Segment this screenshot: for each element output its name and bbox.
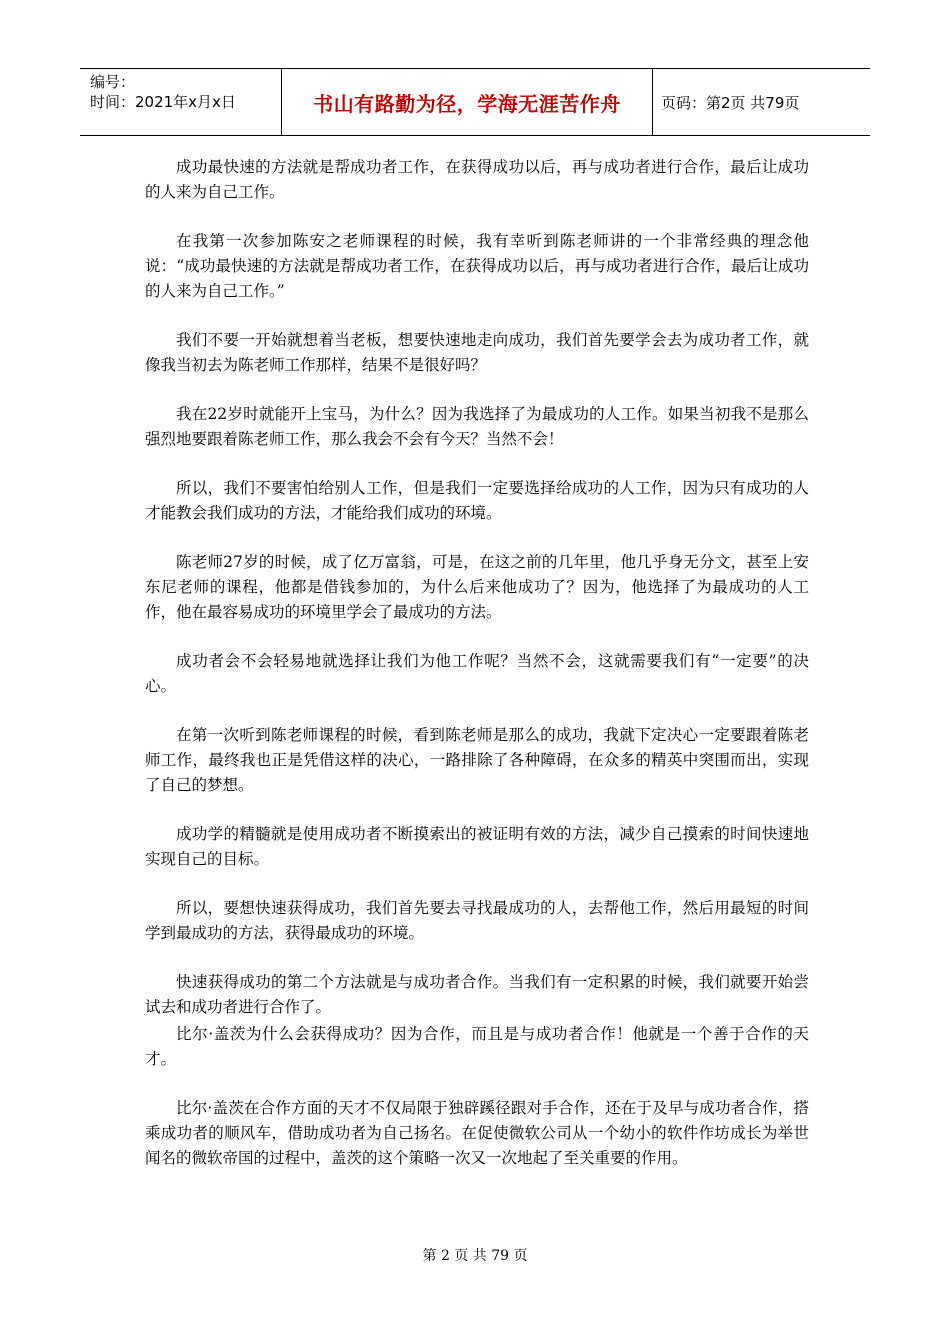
page-header xyxy=(80,68,870,136)
header-page-info: 页码：第2页 共79页 xyxy=(661,93,800,112)
paragraph: 成功者会不会轻易地就选择让我们为他工作呢？当然不会，这就需要我们有“一定要”的决心。 xyxy=(145,652,809,695)
paragraph: 在我第一次参加陈安之老师课程的时候，我有幸听到陈老师讲的一个非常经典的理念他说：“成功最快速的方法就是帮成功者工作，在获得成功以后，再与成功者进行合作，最后让成功的人来为自己工作。” xyxy=(145,232,809,300)
paragraph: 我在22岁时就能开上宝马，为什么？因为我选择了为最成功的人工作。如果当初我不是那么强烈地要跟着陈老师工作，那么我会不会有今天？当然不会！ xyxy=(145,405,809,448)
page-footer: 第 2 页 共 79 页 xyxy=(422,1248,528,1264)
header-motto: 书山有路勤为径，学海无涯苦作舟 xyxy=(282,69,653,135)
paragraph: 我们不要一开始就想着当老板，想要快速地走向成功，我们首先要学会去为成功者工作，就像我当初去为陈老师工作那样，结果不是很好吗？ xyxy=(145,331,809,374)
number-label: 编号： xyxy=(90,73,136,91)
header-meta xyxy=(80,69,282,135)
paragraph: 在第一次听到陈老师课程的时候，看到陈老师是那么的成功，我就下定决心一定要跟着陈老师工作，最终我也正是凭借这样的决心，一路排除了各种障碍，在众多的精英中突围而出，实现了自己的梦想。 xyxy=(145,726,809,794)
paragraph: 快速获得成功的第二个方法就是与成功者合作。当我们有一定积累的时候，我们就要开始尝试去和成功者进行合作了。 xyxy=(145,973,809,1016)
document-body xyxy=(145,155,809,1195)
paragraph: 成功学的精髓就是使用成功者不断摸索出的被证明有效的方法，减少自己摸索的时间快速地实现自己的目标。 xyxy=(145,825,809,868)
time-label: 时间：2021年x月x日 xyxy=(90,93,236,111)
paragraph: 比尔·盖茨在合作方面的天才不仅局限于独辟蹊径跟对手合作，还在于及早与成功者合作，搭乘成功者的顺风车，借助成功者为自己扬名。在促使微软公司从一个幼小的软件作坊成长为举世闻名的微软帝国的过程中，盖茨的这个策略一次又一次地起了至关重要的作用。 xyxy=(145,1099,809,1167)
paragraph: 比尔·盖茨为什么会获得成功？因为合作，而且是与成功者合作！他就是一个善于合作的天才。 xyxy=(145,1025,809,1068)
paragraph: 成功最快速的方法就是帮成功者工作，在获得成功以后，再与成功者进行合作，最后让成功的人来为自己工作。 xyxy=(145,158,809,201)
paragraph: 所以，我们不要害怕给别人工作，但是我们一定要选择给成功的人工作，因为只有成功的人才能教会我们成功的方法，才能给我们成功的环境。 xyxy=(145,479,809,522)
paragraph: 所以，要想快速获得成功，我们首先要去寻找最成功的人，去帮他工作，然后用最短的时间学到最成功的方法，获得最成功的环境。 xyxy=(145,899,809,942)
paragraph: 陈老师27岁的时候，成了亿万富翁，可是，在这之前的几年里，他几乎身无分文，甚至上安东尼老师的课程，他都是借钱参加的，为什么后来他成功了？因为，他选择了为最成功的人工作，他在最容易成功的环境里学会了最成功的方法。 xyxy=(145,553,809,621)
